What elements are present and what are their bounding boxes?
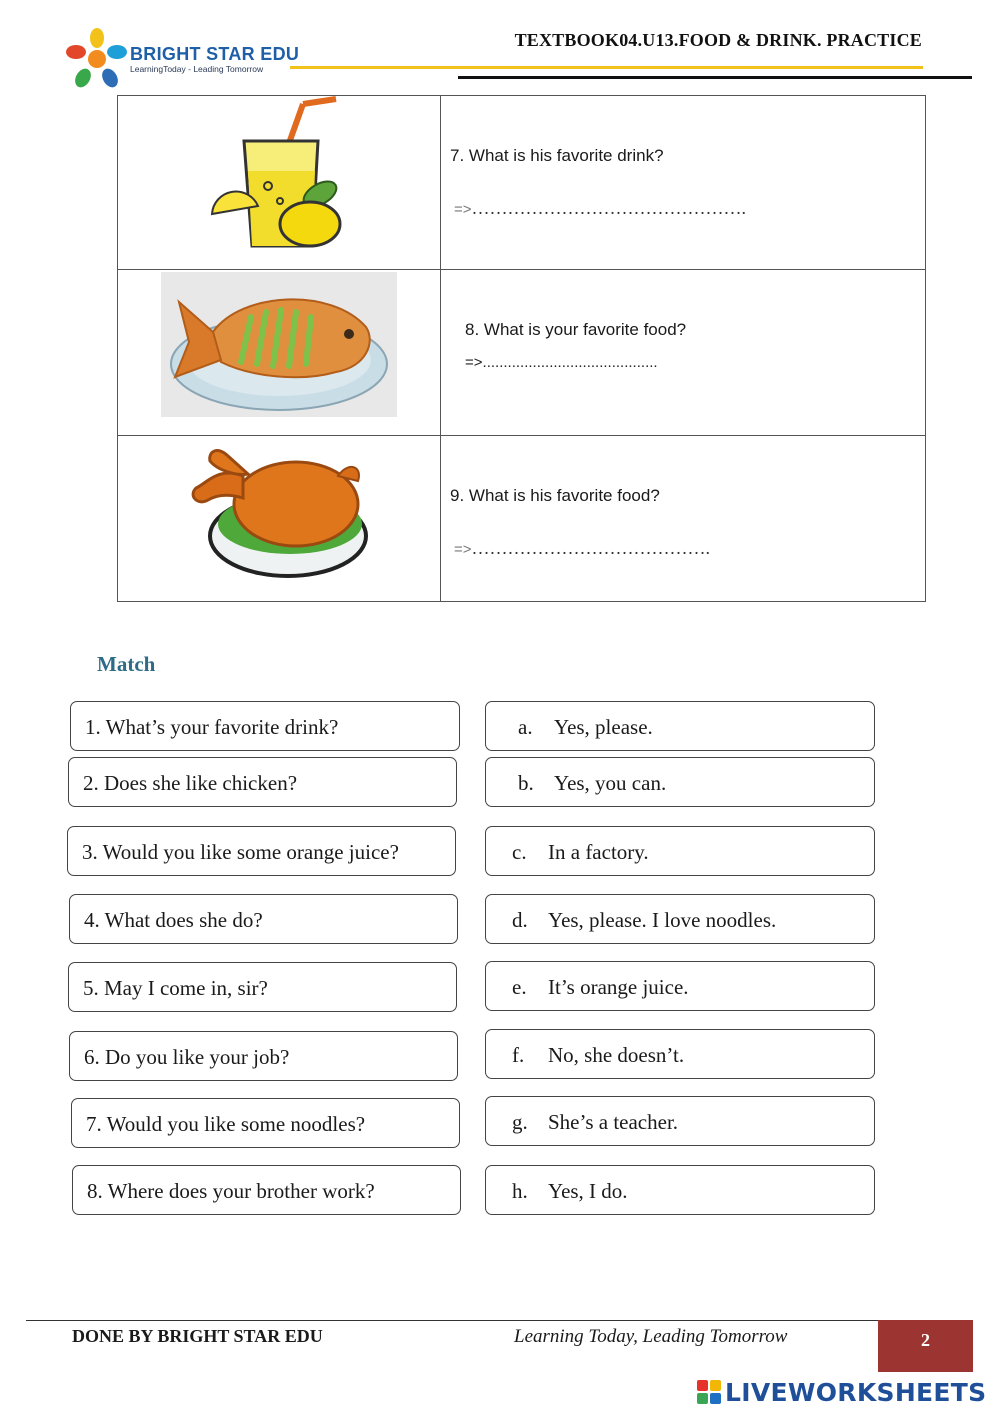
answer-text: Yes, please. I love noodles. — [548, 908, 777, 932]
question-cell — [441, 96, 926, 270]
match-question-2[interactable]: 2. Does she like chicken? — [68, 757, 457, 807]
page-title: TEXTBOOK04.U13.FOOD & DRINK. PRACTICE — [514, 30, 922, 50]
match-answer-f[interactable] — [485, 1029, 875, 1079]
match-question-5[interactable]: 5. May I come in, sir? — [68, 962, 457, 1012]
lemonade-icon — [208, 96, 358, 256]
match-question-6[interactable]: 6. Do you like your job? — [69, 1031, 458, 1081]
roast-chicken-icon — [188, 436, 373, 581]
answer-line[interactable]: =>.......................................... — [465, 354, 658, 371]
match-question-1[interactable]: 1. What’s your favorite drink? — [70, 701, 460, 751]
picture-cell — [118, 270, 441, 436]
answer-text: Yes, you can. — [554, 771, 667, 795]
answer-text: It’s orange juice. — [548, 975, 689, 999]
match-title: Match — [97, 652, 156, 676]
match-question-7[interactable]: 7. Would you like some noodles? — [71, 1098, 460, 1148]
answer-text: In a factory. — [548, 840, 649, 864]
star-logo-icon — [66, 28, 128, 90]
match-answer-h[interactable] — [485, 1165, 875, 1215]
match-question-4[interactable]: 4. What does she do? — [69, 894, 458, 944]
liveworksheets-logo-icon — [696, 1379, 722, 1405]
brand-slogan: LearningToday - Leading Tomorrow — [130, 64, 264, 74]
table-row — [118, 96, 926, 270]
answer-letter: e. — [512, 975, 527, 999]
answer-letter: a. — [518, 715, 533, 739]
match-answer-g[interactable] — [485, 1096, 875, 1146]
footer-credit: DONE BY BRIGHT STAR EDU — [72, 1326, 323, 1346]
answer-line[interactable]: =>………………………………………. — [454, 198, 747, 218]
match-answer-d[interactable] — [485, 894, 875, 944]
match-question-8[interactable]: 8. Where does your brother work? — [72, 1165, 461, 1215]
answer-letter: d. — [512, 908, 528, 932]
question-text: 7. What is his favorite drink? — [450, 146, 664, 165]
question-cell — [441, 436, 926, 602]
liveworksheets-text: LIVEWORKSHEETS — [725, 1377, 987, 1407]
answer-letter: h. — [512, 1179, 528, 1203]
picture-cell — [118, 96, 441, 270]
answer-letter: b. — [518, 771, 534, 795]
page-number: 2 — [878, 1320, 973, 1372]
answer-letter: f. — [512, 1043, 525, 1067]
table-row — [118, 436, 926, 602]
answer-text: She’s a teacher. — [548, 1110, 679, 1134]
question-text: 8. What is your favorite food? — [465, 320, 687, 339]
header-divider-yellow — [290, 66, 923, 69]
answer-text: No, she doesn’t. — [548, 1043, 685, 1067]
match-answer-e[interactable] — [485, 961, 875, 1011]
picture-cell — [118, 436, 441, 602]
answer-letter: c. — [512, 840, 527, 864]
brand-name: BRIGHT STAR EDU — [130, 44, 300, 64]
question-table — [117, 95, 926, 602]
answer-text: Yes, please. — [554, 715, 653, 739]
match-answer-c[interactable] — [485, 826, 875, 876]
answer-text: Yes, I do. — [548, 1179, 628, 1203]
match-answer-b[interactable] — [485, 757, 875, 807]
header-divider-black — [458, 76, 972, 79]
answer-letter: g. — [512, 1110, 528, 1134]
match-answer-a[interactable] — [485, 701, 875, 751]
fish-plate-icon — [161, 272, 397, 417]
footer-slogan: Learning Today, Leading Tomorrow — [514, 1326, 788, 1347]
question-text: 9. What is his favorite food? — [450, 486, 660, 505]
match-question-3[interactable]: 3. Would you like some orange juice? — [67, 826, 456, 876]
answer-line[interactable]: =>…………………………………. — [454, 538, 711, 558]
footer-divider — [26, 1320, 972, 1321]
question-cell — [441, 270, 926, 436]
liveworksheets-watermark[interactable] — [696, 1374, 986, 1410]
table-row — [118, 270, 926, 436]
